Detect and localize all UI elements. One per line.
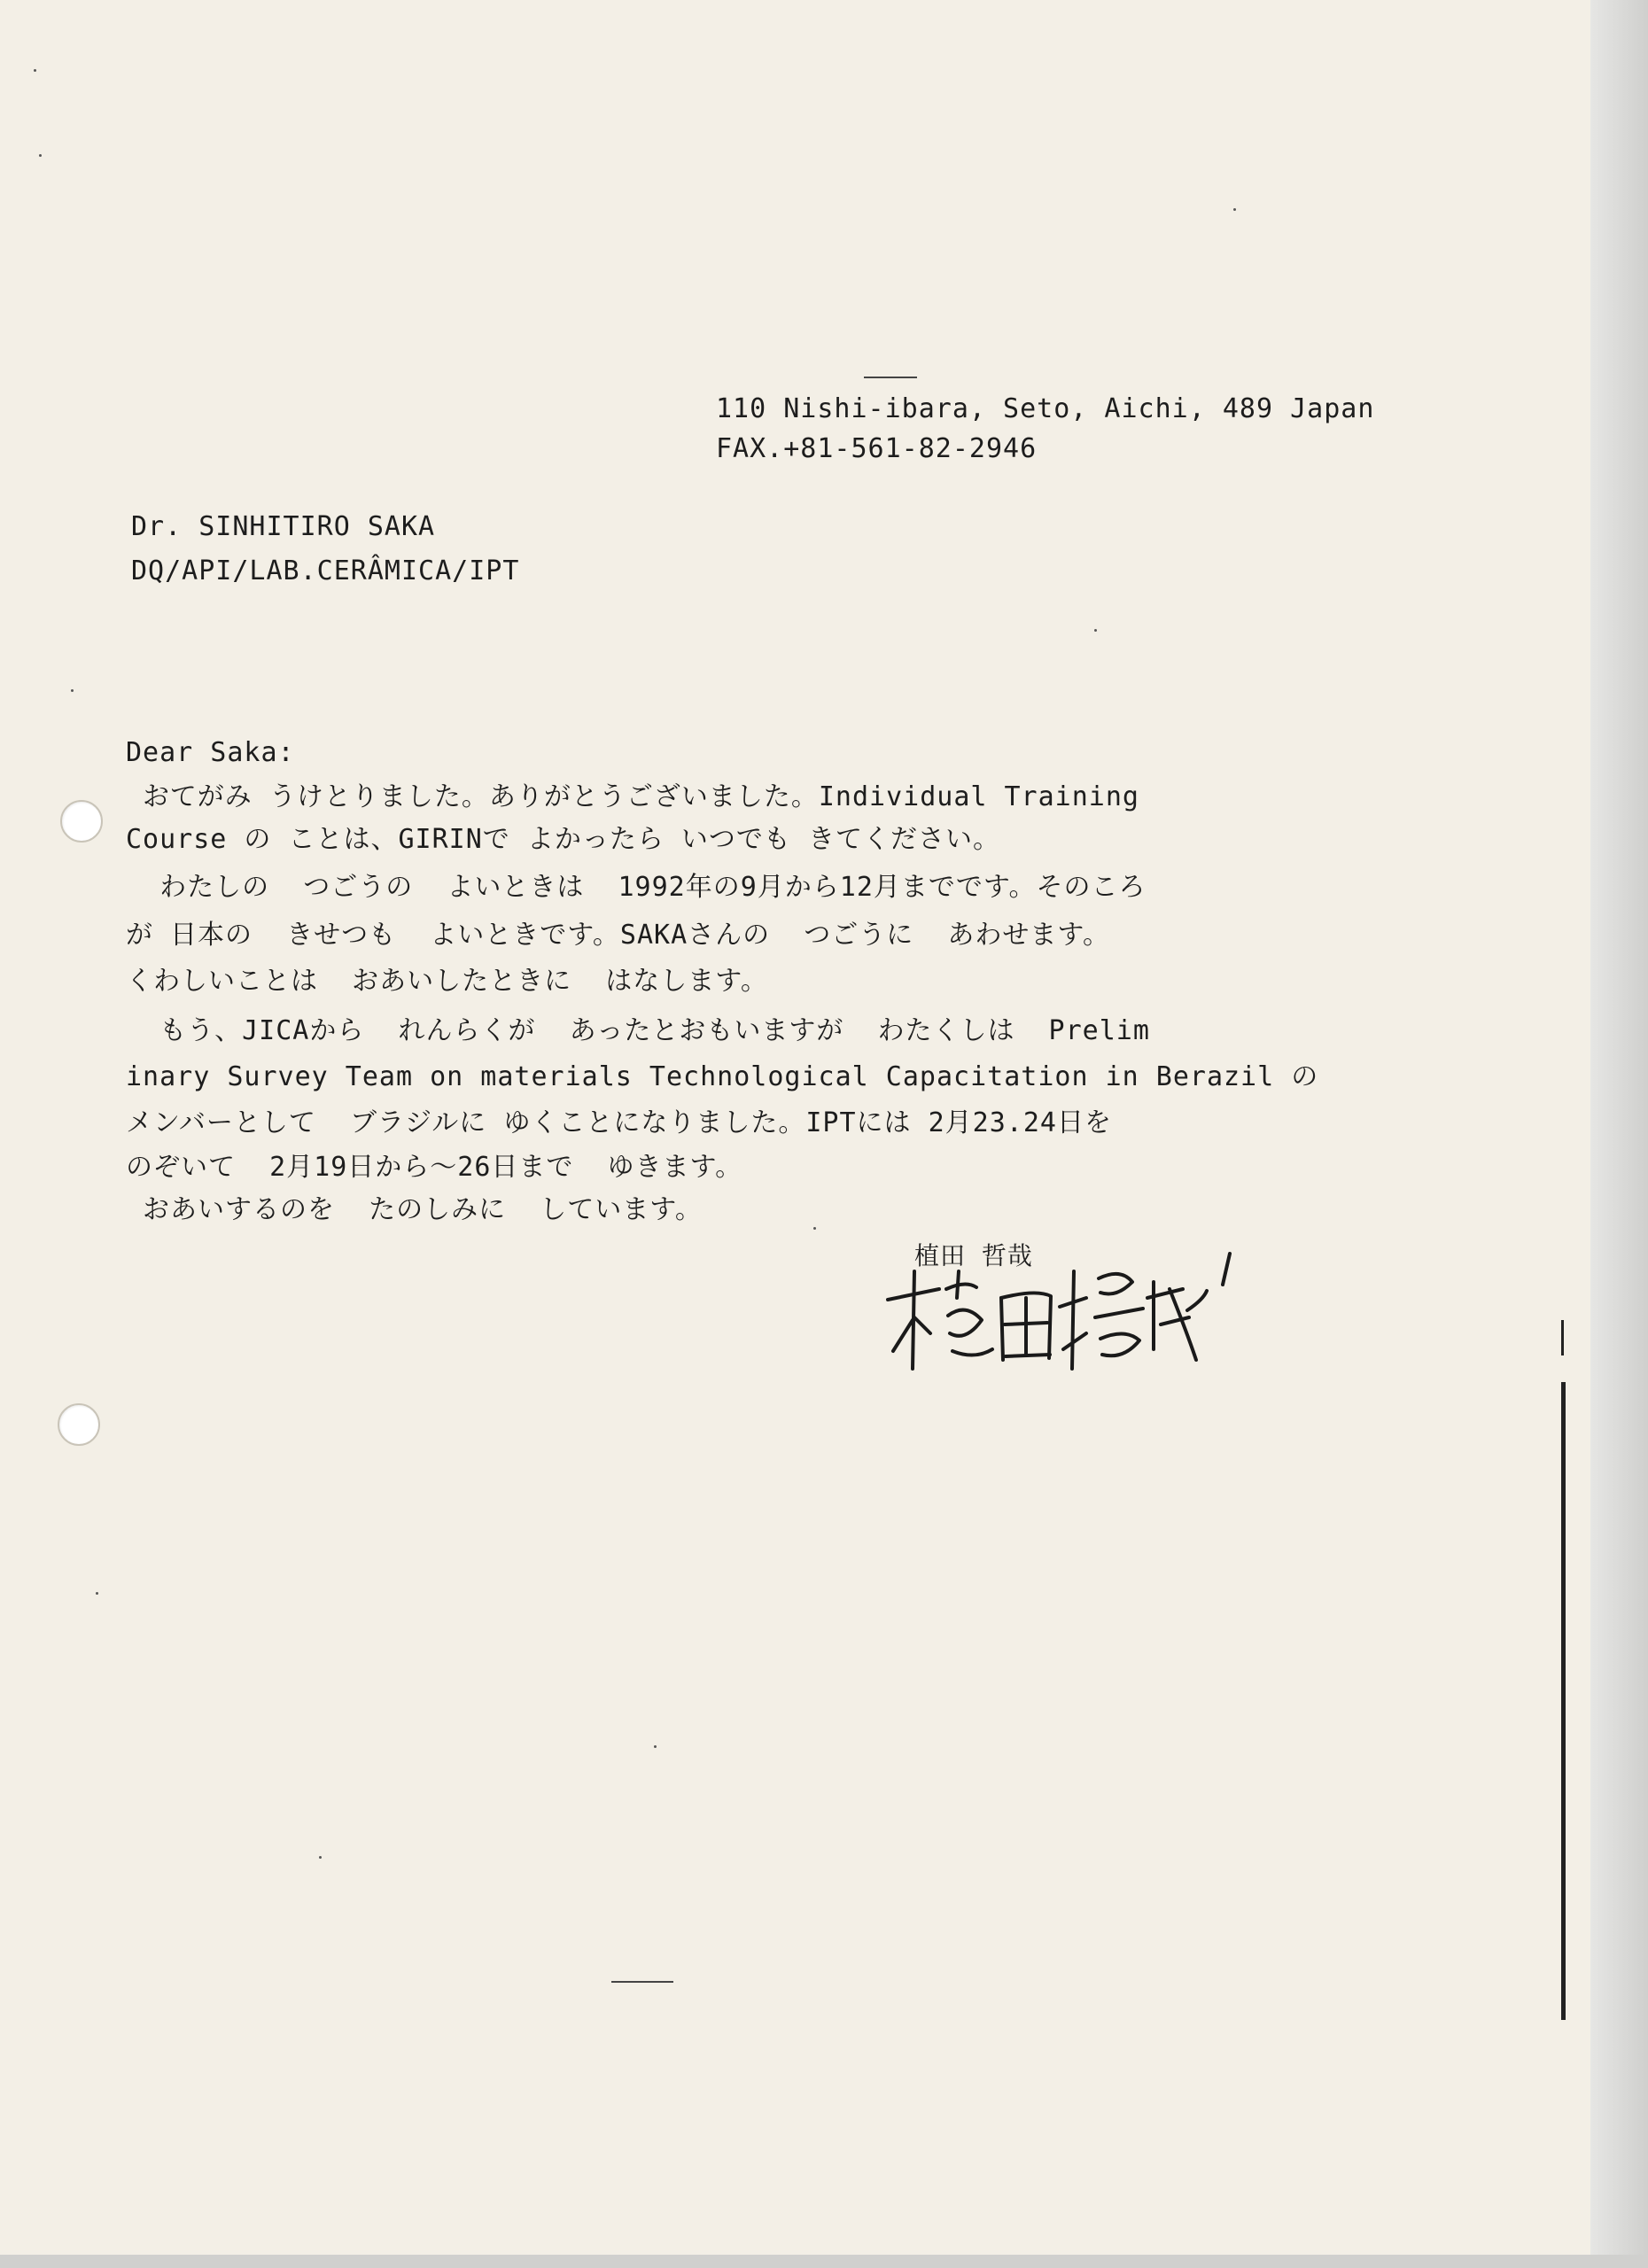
scan-speck xyxy=(39,154,42,157)
scan-edge-mark xyxy=(1561,1382,1566,2020)
body-line: わたしの つごうの よいときは 1992年の9月から12月までです。そのころ xyxy=(126,872,1147,903)
scanner-background xyxy=(1590,0,1648,2268)
body-line: が 日本の きせつも よいときです。SAKAさんの つごうに あわせます。 xyxy=(126,920,1110,951)
scan-speck xyxy=(813,1227,816,1230)
scan-speck xyxy=(319,1856,322,1859)
punch-hole xyxy=(58,1403,100,1446)
body-line: メンバーとして ブラジルに ゆくことになりました。IPTには 2月23.24日を xyxy=(126,1107,1112,1138)
signatory-printed-name: 植田 哲哉 xyxy=(914,1241,1033,1270)
body-line: くわしいことは おあいしたときに はなします。 xyxy=(126,966,768,997)
body-line: Course の ことは、GIRINで よかったら いつでも きてください。 xyxy=(126,824,1000,855)
punch-hole xyxy=(60,800,103,843)
scan-speck xyxy=(34,69,36,72)
scan-mark xyxy=(864,377,917,378)
body-line: もう、JICAから れんらくが あったとおもいますが わたくしは Prelim xyxy=(126,1015,1150,1046)
scan-speck xyxy=(654,1745,657,1748)
sender-address: 110 Nishi-ibara, Seto, Aichi, 489 Japan xyxy=(716,393,1375,424)
sender-fax: FAX.+81-561-82-2946 xyxy=(716,433,1038,464)
scan-speck xyxy=(71,689,74,692)
body-line: おてがみ うけとりました。ありがとうございました。Individual Training xyxy=(126,781,1139,812)
salutation: Dear Saka: xyxy=(126,737,295,768)
body-line: のぞいて 2月19日から～26日まで ゆきます。 xyxy=(126,1152,743,1183)
scanner-background xyxy=(0,2255,1648,2268)
scan-speck xyxy=(1094,629,1097,632)
scan-mark xyxy=(611,1981,673,1983)
scan-speck xyxy=(1233,208,1236,211)
scan-speck xyxy=(96,1592,98,1595)
body-line: おあいするのを たのしみに しています。 xyxy=(126,1194,703,1225)
scan-edge-mark xyxy=(1561,1320,1564,1355)
recipient-department: DQ/API/LAB.CERÂMICA/IPT xyxy=(131,555,520,586)
handwritten-signature xyxy=(877,1236,1249,1386)
body-line: inary Survey Team on materials Technological Capacitation in Berazil の xyxy=(126,1061,1319,1092)
recipient-name: Dr. SINHITIRO SAKA xyxy=(131,511,436,542)
